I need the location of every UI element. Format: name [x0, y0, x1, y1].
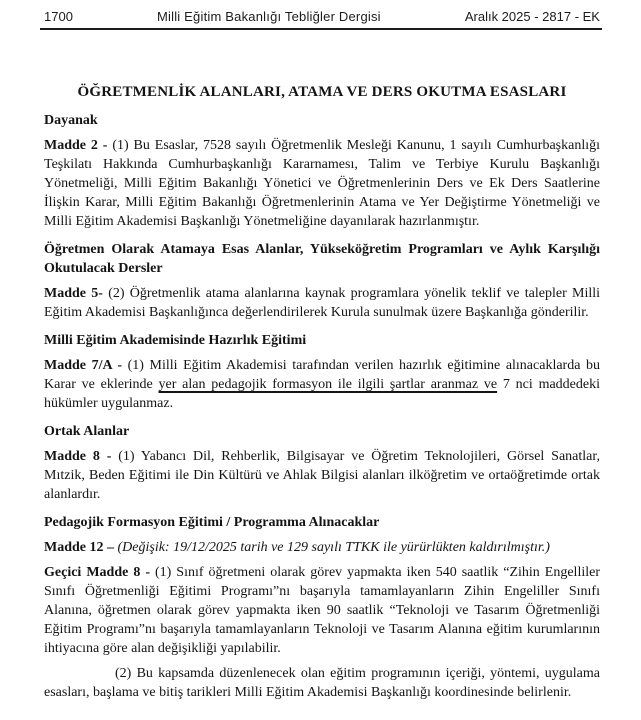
madde-2-lead: Madde 2 -	[44, 138, 113, 153]
madde-2-text: (1) Bu Esaslar, 7528 sayılı Öğretmenlik Mesleği Kanunu, 1 sayılı Cumhurbaşkanlığı Teşkilatı Hakkında Cumhurbaşkanlığı Kararnamesı, Talim ve Terbiye Kurulu Başkanlığı Yönetmeliği, Milli Eğitim Bakanlığı Yönetici ve Öğretmenlerinin Ders ve Ek Ders Saatlerine İlişkin Karar, Milli Eğitim Bakanlığı Öğretmenlerinin Atama ve Yer Değiştirme Yönetmeliği ve Milli Eğitim Akademisi Başkanlığı Yönetmeliğine dayanılarak hazırlanmıştır.	[44, 138, 600, 229]
paragraph-madde-7a	[44, 356, 600, 413]
gecici-madde-8-lead: Geçici Madde 8 -	[44, 565, 155, 580]
madde-8-lead: Madde 8 -	[44, 449, 119, 464]
paragraph-madde-8	[44, 447, 600, 504]
header-rule	[40, 28, 602, 30]
section-heading-atamaya-esas-alanlar: Öğretmen Olarak Atamaya Esas Alanlar, Yükseköğretim Programları ve Aylık Karşılığı Okutulacak Dersler	[44, 242, 600, 276]
madde-7a-text-pre: (1) Milli Eğitim Akademisi tarafından verilen hazırlık eğitimine alınacaklarda bu Karar ve eklerinde	[44, 358, 601, 392]
page-number: 1700	[44, 9, 73, 24]
madde-12-repeal-note: (Değişik: 19/12/2025 tarih ve 129 sayılı TTKK ile yürürlükten kaldırılmıştır.)	[117, 540, 550, 555]
section-heading-hazirlik-egitimi: Milli Eğitim Akademisinde Hazırlık Eğitimi	[44, 333, 307, 348]
paragraph-gecici-madde-8	[44, 563, 600, 658]
gecici-madde-8-text: (1) Sınıf öğretmeni olarak görev yapmakta iken 540 saatlik “Zihin Engelliler Sınıfı Öğretmenliği Eğitimi Programı”nı başarıyla tamamlayanların Zihin Engeliller Sınıfı Alanına, öğretmen olarak görev yapmakta iken 90 saatlik “Teknoloji ve Tasarım Öğretmenliği Eğitim Programı”nı başarıyla tamamlayanların Teknoloji ve Tasarım Alanına eğitim kurumlarının ihtiyacına göre alan değişikliği yapılabilir.	[44, 565, 600, 656]
madde-8-text: (1) Yabancı Dil, Rehberlik, Bilgisayar ve Öğretim Teknolojileri, Görsel Sanatlar, Mıtzik, Beden Eğitimi ile Din Kültürü ve Ahlak Bilgisi alanları ilköğretim ve ortaöğretimde ortak alanlardır.	[44, 449, 600, 502]
page-header	[0, 0, 641, 24]
madde-7a-lead: Madde 7/A -	[44, 358, 128, 373]
gecici-madde-8-fikra-2-text: (2) Bu kapsamda düzenlenecek olan eğitim programının içeriği, yöntemi, uygulama esasları, başlama ve bitiş tarikleri Milli Eğitim Akademisi Başkanlığı koordinesinde belirlenir.	[44, 666, 600, 700]
madde-7a-underlined-text: yer alan pedagojik formasyon ile ilgili şartlar aranmaz ve	[158, 377, 498, 392]
madde-5-text: (2) Öğretmenlik atama alanlarına kaynak programlara yönelik teklif ve talepler Milli Eğitim Akademisi Başkanlığınca değerlendirilerek Kurula sunulmak üzere Başkanlığa gönderilir.	[44, 286, 600, 320]
paragraph-madde-12	[44, 538, 600, 557]
document-body	[44, 82, 600, 702]
madde-7a-text-post: 7 nci maddedeki hükümler uygulanmaz.	[44, 377, 600, 411]
madde-12-lead: Madde 12 –	[44, 540, 118, 555]
section-heading-ortak-alanlar: Ortak Alanlar	[44, 424, 130, 439]
paragraph-gecici-madde-8-fikra-2	[44, 664, 600, 702]
paragraph-madde-5	[44, 284, 600, 322]
section-heading-pedagojik-formasyon: Pedagojik Formasyon Eğitimi / Programma Alınacaklar	[44, 515, 380, 530]
madde-5-lead: Madde 5-	[44, 286, 109, 301]
section-heading-dayanak: Dayanak	[44, 113, 98, 128]
journal-title: Milli Eğitim Bakanlığı Tebliğler Dergisi	[156, 9, 381, 24]
issue-label: Aralık 2025 - 2817 - EK	[464, 9, 600, 24]
page-title: ÖĞRETMENLİK ALANLARI, ATAMA VE DERS OKUTMA ESASLARI	[77, 84, 567, 100]
paragraph-madde-2	[44, 136, 600, 231]
